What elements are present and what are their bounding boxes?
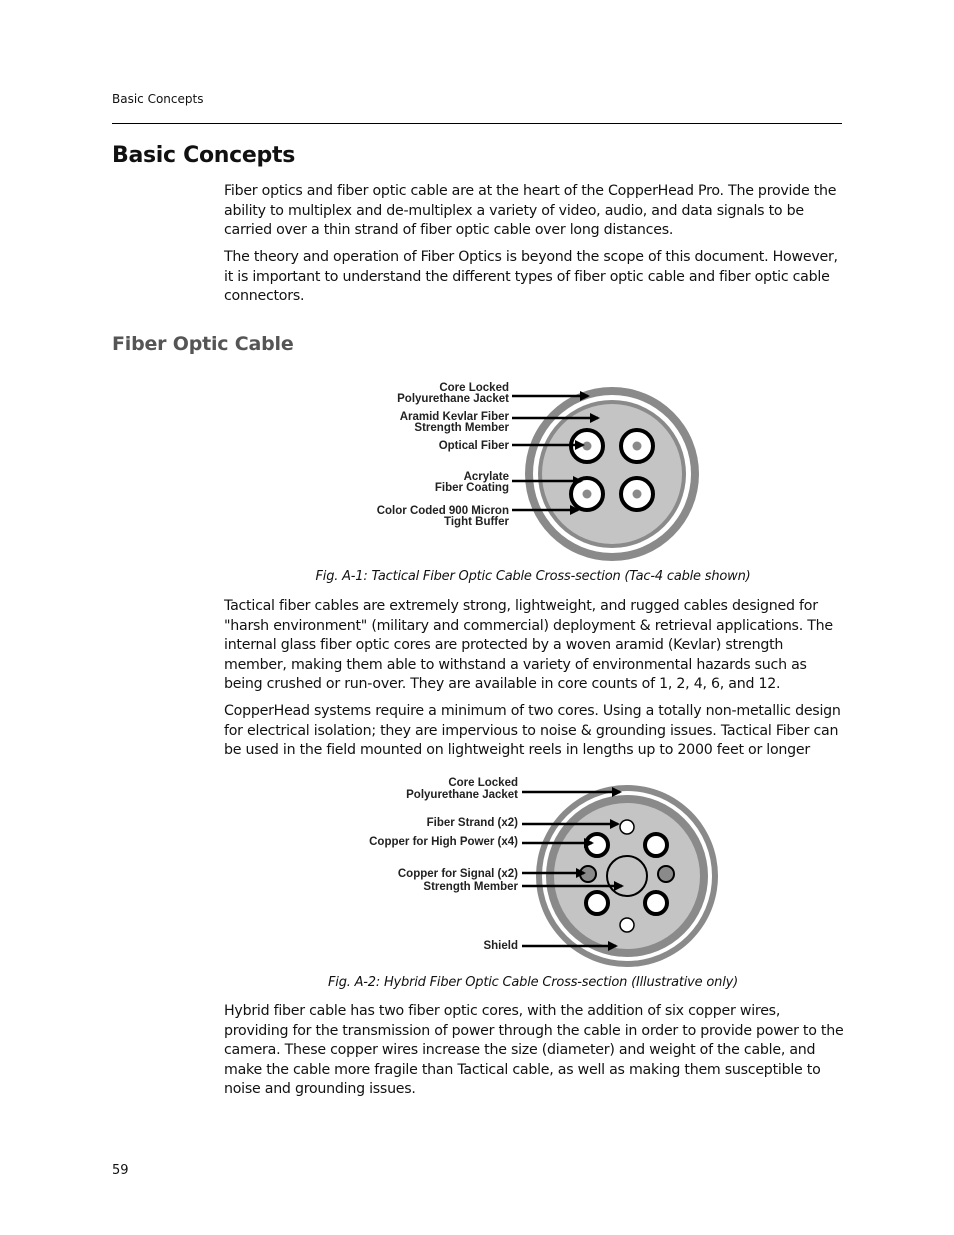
label-jacket-line1: Core Locked [439, 382, 509, 394]
label-copper-power: Copper for High Power (x4) [369, 836, 518, 848]
fiber-strand-bottom [620, 918, 634, 932]
tactical-cable-diagram [350, 376, 710, 566]
intro-paragraph-1: Fiber optics and fiber optic cable are at the heart of the CopperHead Pro. The provide the ability to multiplex and de-multiplex a variety of video, audio, and data signals to be carried over a thin strand of fiber optic cable over long distances. [224, 183, 837, 239]
label-shield: Shield [483, 940, 518, 952]
figure-2-caption: Fig. A-2: Hybrid Fiber Optic Cable Cross-section (Illustrative only) [328, 975, 738, 990]
hybrid-paragraph: Hybrid fiber cable has two fiber optic cores, with the addition of six copper wires, providing for the transmission of power through the cable in order to provide power to the camera. These copper wires increase the size (diameter) and weight of the cable, and make the cable more fragile than Tactical cable, as well as making them susceptible to noise and grounding issues. [224, 1003, 844, 1098]
label-fiber-strand: Fiber Strand (x2) [426, 817, 518, 829]
tactical-paragraph-1: Tactical fiber cables are extremely strong, lightweight, and rugged cables designed for "harsh environment" (military and commercial) deployment & retrieval applications. The internal glass fiber optic cores are protected by a woven aramid (Kevlar) strength member, making them able to withstand a variety of environmental hazards such as being crushed or run-over. They are available in core counts of 1, 2, 4, 6, and 12. [224, 598, 833, 693]
label-strength-member: Strength Member [423, 881, 518, 893]
cable-core [542, 404, 682, 544]
tactical-paragraph-2: CopperHead systems require a minimum of two cores. Using a totally non-metallic design for electrical isolation; they are impervious to noise & grounding issues. Tactical Fiber can be used in the field mounted on lightweight reels in lengths up to 2000 feet or longer [224, 703, 841, 759]
section-title: Basic Concepts [112, 143, 295, 168]
subsection-title: Fiber Optic Cable [112, 333, 294, 355]
strength-member [607, 856, 647, 896]
label-buffer-line2: Tight Buffer [444, 516, 509, 528]
label-optical-fiber: Optical Fiber [438, 440, 509, 452]
label-kevlar-line2: Strength Member [414, 422, 509, 434]
intro-paragraph-2: The theory and operation of Fiber Optics is beyond the scope of this document. However, it is important to understand the different types of fiber optic cable and fiber optic cable connectors. [224, 249, 838, 305]
label-hybrid-jacket-line2: Polyurethane Jacket [406, 789, 518, 801]
label-coating-line1: Acrylate [463, 471, 509, 483]
label-coating-line2: Fiber Coating [434, 482, 509, 494]
figure-1-caption: Fig. A-1: Tactical Fiber Optic Cable Cross-section (Tac-4 cable shown) [315, 569, 751, 584]
page-number: 59 [112, 1163, 129, 1178]
header-rule [112, 123, 842, 124]
label-hybrid-jacket-line1: Core Locked [448, 777, 518, 789]
label-copper-signal: Copper for Signal (x2) [397, 868, 518, 880]
fiber-strand-top [620, 820, 634, 834]
label-jacket-line2: Polyurethane Jacket [397, 393, 509, 405]
running-head: Basic Concepts [112, 92, 204, 106]
label-kevlar-line1: Aramid Kevlar Fiber [399, 411, 509, 423]
hybrid-cable-diagram [340, 770, 730, 970]
label-buffer-line1: Color Coded 900 Micron [376, 505, 509, 517]
